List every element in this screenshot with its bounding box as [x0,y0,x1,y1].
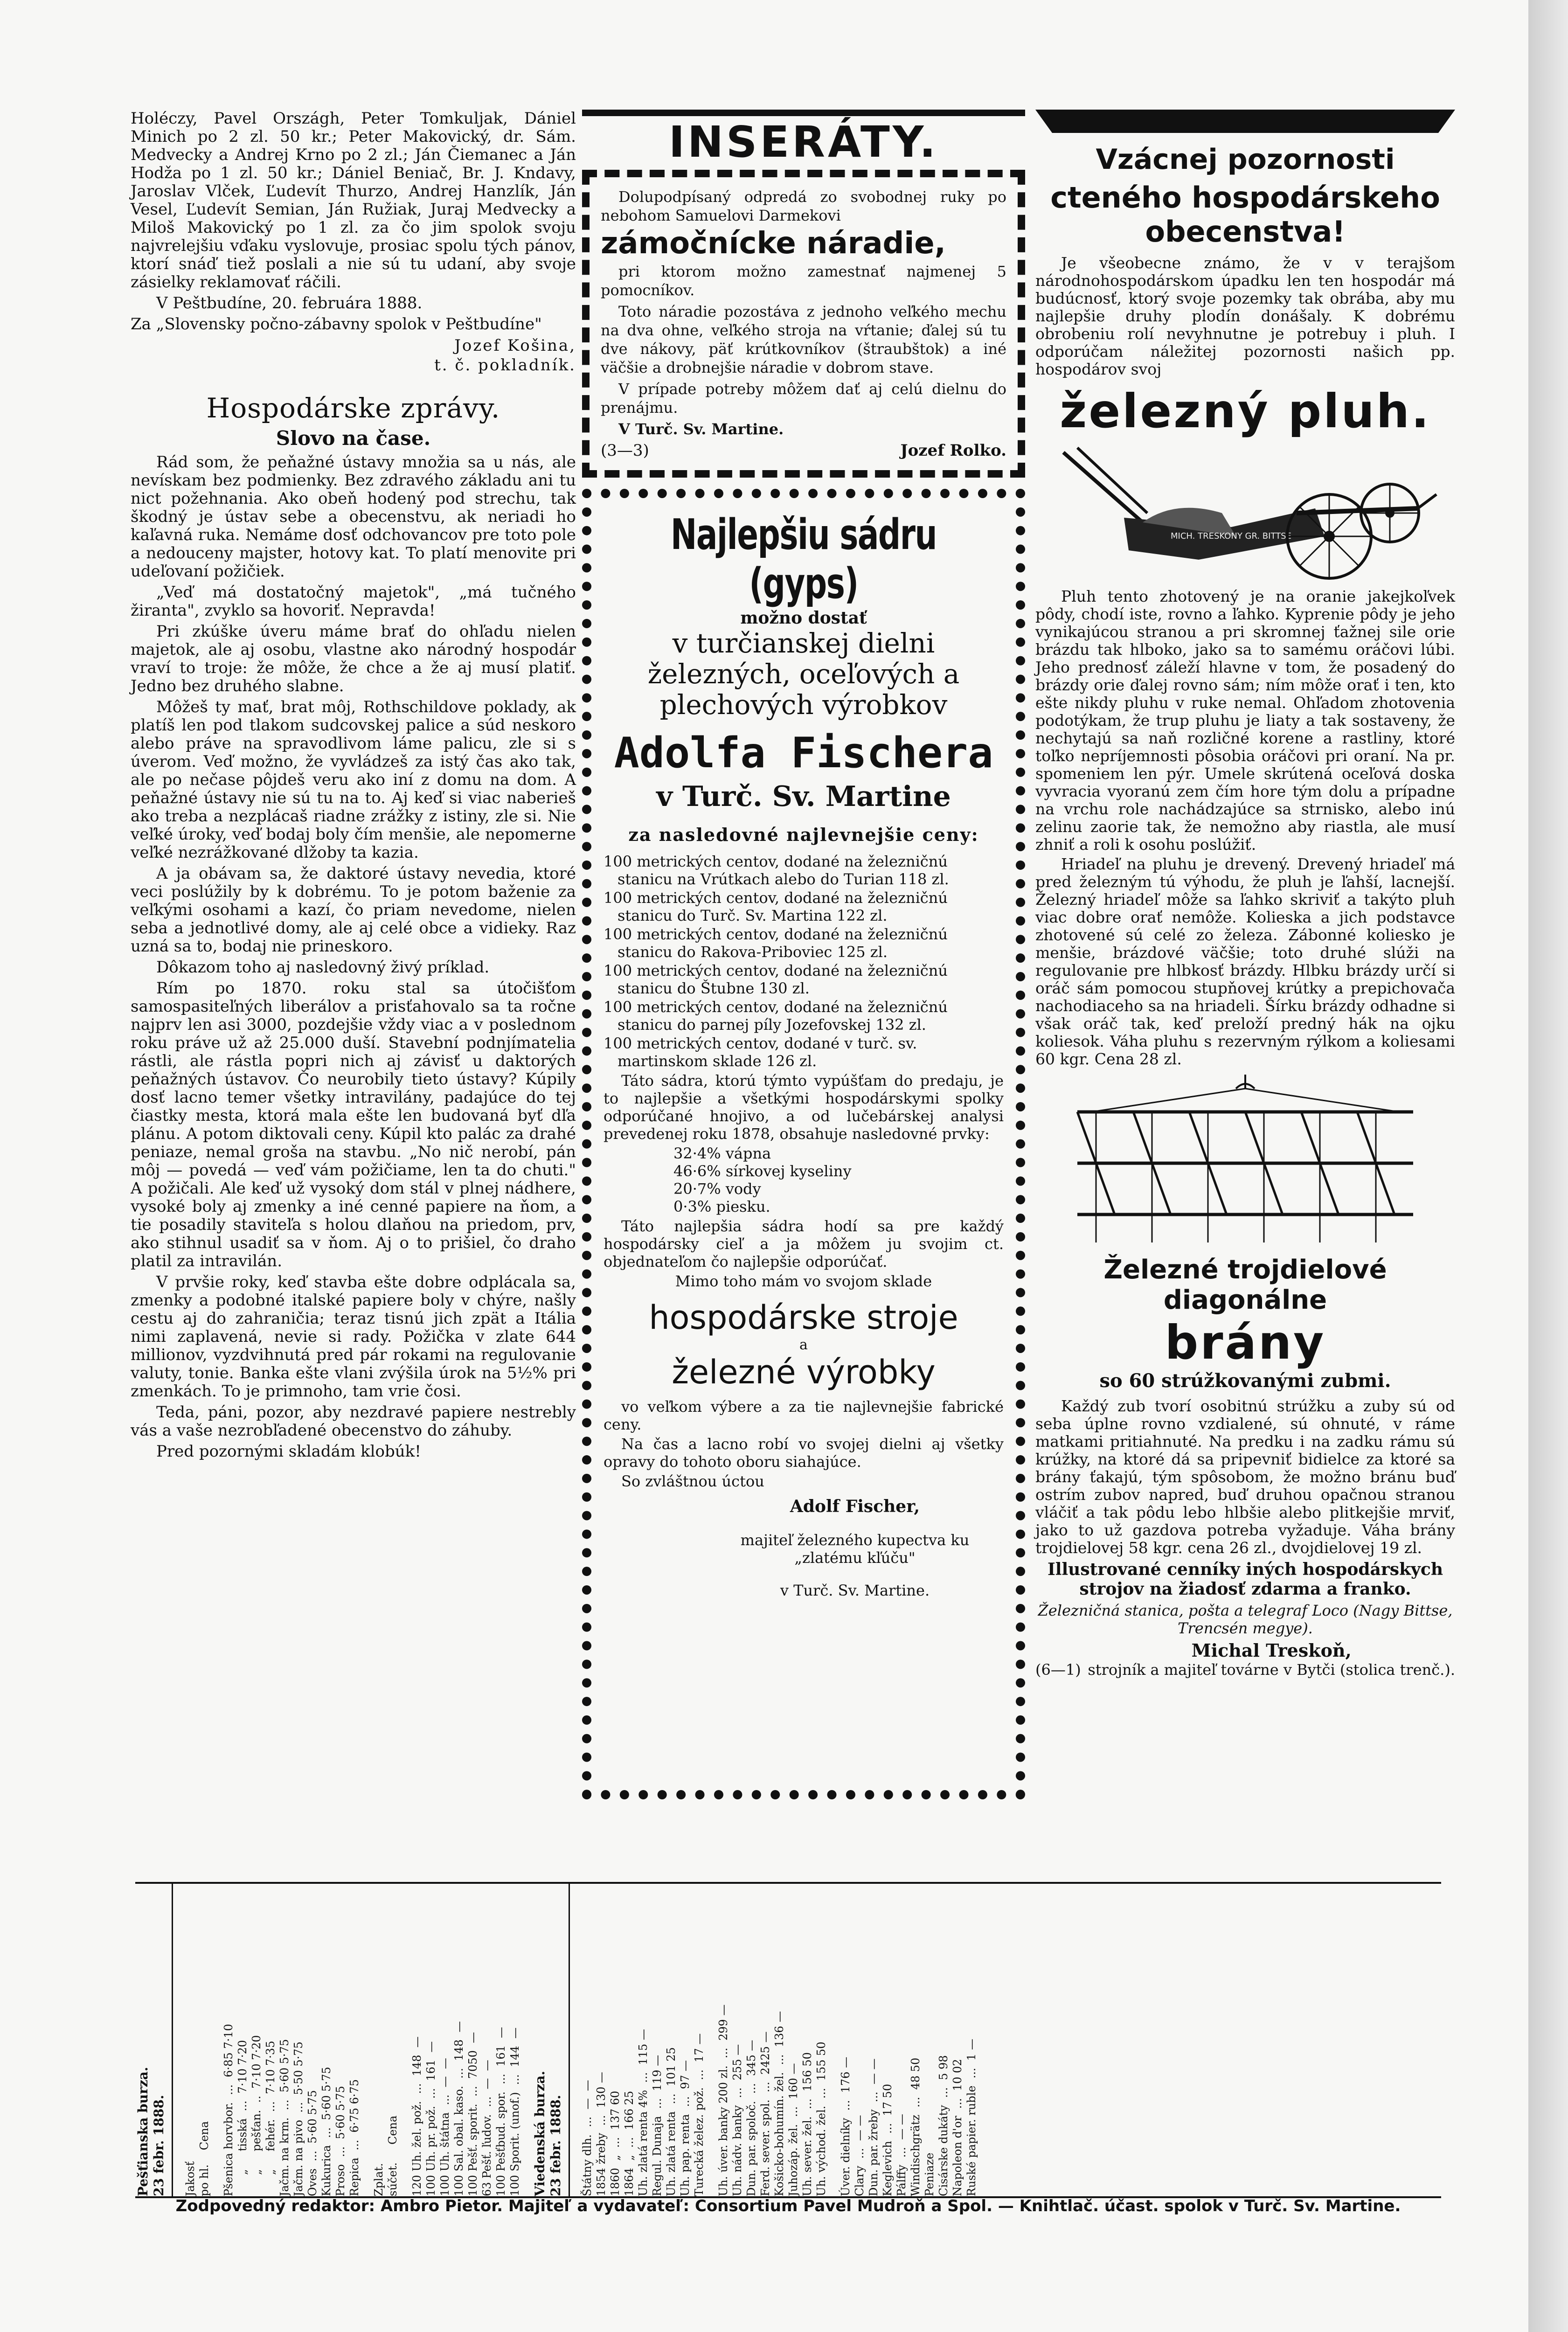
gypsum-headline: Najlepšiu sádru (gyps) [670,510,937,608]
section-title: Hospodárske zprávy. [206,392,500,424]
header-rule [1035,110,1455,133]
repairs-text: Na čas a lacno robí vo svojej dielni aj všetky opravy do tohoto oboru siahajúce. [604,1435,1004,1471]
plough-text: Pluh tento zhotovený je na oranie jakejkoľvek pôdy, chodí iste, rovno a ľahko. Kyprenie pôdy je jeho vynikajúcou stranou a pri skromnej ťažnej sile orie brázdu tak hlboko, jako sa to samému oráčovi lúbi. Jeho prednosť záleží hlavne v tom, že posadený do brázdy orie ďalej rovno sám; ním môže orať i ten, kto ešte nikdy pluhu v ruke nemal. Ohľadom zhotovenia podotýkam, že trup pluhu je liaty a tak sostaveny, že nechytajú sa naň rozličné korene a rastliny, ktoré toľko nepríjemnosti pôsobia oráčovi pri oraní. Na pr. spomeniem len pýr. Umele skrútená oceľová doska vyvracia vyoranú zem čím hore tým dolu a prípadne na vrchu role nachádzajúce sa strnisko, alebo inú zelinu zaorie tak, že nemožno aby riastla, ale musí zhniť a roli k osohu poslúžiť. [1035,587,1455,854]
share-prices: Uh. úver. banky 200 zl. ... 299 — Uh. nádv. banky ... 255 — Dun. par. spoloč. ... 345 — Ferd. sever. spol. ... 2425 — Košicko-bohumín. žel. ... 136 — Juhozáp. žel. ... 160 — Uh. sever. žel. ... 156 50 Uh. východ. žel. ... 155 50 [717,2004,828,2196]
bond-prices: Štátny dlh. ... — — 1854 žreby ... 130 — 1860 „ ... 137 60 1864 „ ... 166 25 Uh. zlatá renta 4% ... 115 — Regul. Dunaja ... 119 — Uh. zlatá renta ... 101 25 Uh. pap. renta ... 97 — Turecká želez. pož. ... 17 — [581,2029,706,2196]
ad-signature-line [601,441,1006,460]
plough-intro: Je všeobecne známo, že v v terajšom národnohospodárskom úpadku len ten hospodár má budúcnosť, ktorý svoje pozemky tak obrába, aby mu najlepšie druhy plodín donášaly. K dobrému obrobeniu rolí nevyhnutne je potrebuy i pluh. I odporúčam náležitej pozornosti našich pp. hospodárov svoj [1035,254,1455,378]
signature-name: Jozef Košina, [454,336,576,355]
ad-gypsum [582,489,1025,1799]
article-paragraph: Dôkazom toho aj nasledovný živý príklad. [156,958,490,977]
harrow-text: Každý zub tvorí osobitnú strúžku a zuby sú od seba úplne rovno vzdialené, sú ohnuté, v ráme matkami pritiahnuté. Na predku i na zadku rámu sú krúžky, na ktoré dá sa pripevniť bidielce za ktoré sa brány ťakajú, tým spôsobom, že možno bránu buď ostrím zubov napred, buď druhou opačnou stranou vláčiť a tak pôdu lebo hlbšie alebo plitkejšie mrviť, jako to už gazdova potreba vyžaduje. Váha brány trojdielovej 58 kgr. cena 26 zl., dvojdielovej 19 zl. [1035,1397,1455,1557]
treskon-title: strojník a majiteľ továrne v Bytči (stolica trenč.). [1088,1661,1455,1679]
products-headline: železné výrobky [672,1353,936,1391]
page-edge-shadow [1528,0,1568,2332]
advertisements-masthead: INSERÁTY. [668,117,939,167]
fischer-town: v Turč. Sv. Martine. [780,1582,930,1599]
ad-signature: Jozef Rolko. [900,441,1006,460]
column-left [131,110,576,1464]
machines-headline: hospodárske stroje [649,1298,958,1337]
also-text: Mimo toho mám vo svojom sklade [675,1272,932,1290]
stocks-header: Zplat. súčet. Cena [372,2115,399,2196]
harrow-illustration [1035,1070,1455,1247]
ad-text: pri ktorom možno zamestnať najmenej 5 pomocníkov. [601,263,1006,299]
harrow-title-1: Železné trojdielové diagonálne [1103,1255,1387,1315]
pest-exchange-title: Pešťianska burza. 23 febr. 1888. [135,1884,173,2196]
signature-title: t. č. pokladník. [434,356,576,375]
price-item: 100 metrických centov, dodané na železničnú stanicu do Rakova-Priboviec 125 zl. [604,925,948,961]
and-text: a [799,1337,808,1353]
treskon-signature-block [1035,1640,1455,1679]
society-line: Za „Slovensky počno-zábavny spolok v Peštbudíne" [131,315,542,333]
element-item: 32·4% vápna [673,1145,771,1162]
grain-header: Jakosť po hl. Cena [184,2121,211,2196]
prices-title: za nasledovné najlevnejšie ceny: [628,824,979,845]
donor-list: Holéczy, Pavel Országh, Peter Tomkuljak, Dániel Minich po 2 zl. 50 kr.; Peter Makovický, dr. Sám. Medvecky a Andrej Krno po 2 zl.; Ján Čiemanec a Ján Hodža po 1 zl. 50 kr.; Dániel Beniač, Br. J. Kndavy, Jaroslav Vlček, Ľudevít Thurzo, Andrej Hanzlík, Ján Vesel, Ľudevít Semian, Ján Ružiak, Juraj Medvecky a Miloš Makovický po 1 zl. za čo jim spolok svoju najvrelejšiu vďaku vyslovuje, prosiac spolu tých pánov, ktorí snáď tiež poslali a nie sú tu udaní, aby svoje zásielky reklamovať ráčili. [131,109,576,292]
ad-number: (6—1) [1035,1661,1081,1679]
fischer-title: majiteľ železného kupectva ku „zlatému kľúču" [740,1531,970,1567]
ad-place: V Turč. Sv. Martine. [618,420,784,438]
station-note: Železničná stanica, pošta a telegraf Loco (Nagy Bittse, Trencsén megye). [1038,1602,1453,1637]
market-reports [135,1882,1441,2198]
ad-heading-2: cteného hospodárskeho obecenstva! [1050,180,1440,249]
vienna-exchange-title: Viedenská burza. 23 febr. 1888. [532,1884,570,2196]
price-item: 100 metrických centov, dodané na železničnú stanicu do Turč. Sv. Martina 122 zl. [604,889,948,924]
recommend-text: Táto najlepšia sádra hodí sa pre každý hospodársky cieľ a ja môžem ju svojim ct. objednateľom čo najlepšie odporúčať. [604,1217,1004,1270]
plough-label: MICH. TRESKONY GR. BITTSE [1171,531,1291,541]
article-paragraph: V prvšie roky, keď stavba ešte dobre odplácala sa, zmenky a podobné italské papiere boly v chýre, našly cestu aj do zahraničia; teraz tisnú jich zpät a Itália nimi zaplavená, nevie si rady. Požička v zlate 644 millionov, vyzdvihnutá pred pár rokami na regulovanie valuty, tonie. Banka ešte vlani zvýšila úrok na 5½% pri zmenkách. To je primnoho, tam vrie čosi. [131,1273,576,1401]
firm-town: v Turč. Sv. Martine [656,780,951,813]
gypsum-where: v turčianskej dielni železných, oceľových a plechových výrobkov [647,627,960,721]
price-item: 100 metrických centov, dodané na železničnú stanicu do Štubne 130 zl. [604,962,948,997]
article-title: Slovo na čase. [276,427,431,450]
firm-name: Adolfa Fischera [614,729,993,777]
treskon-name: Michal Treskoň, [1191,1640,1352,1661]
price-item: 100 metrických centov, dodané na železničnú stanicu na Vrútkach alebo do Turian 118 zl. [604,853,949,888]
fischer-signature: Adolf Fischer, [790,1497,920,1516]
plough-illustration [1035,443,1455,588]
dateline: V Peštbudíne, 20. februára 1888. [156,294,423,312]
article-paragraph: Pred pozornými skladám klobúk! [156,1442,421,1461]
article-paragraph: A ja obávam sa, že daktoré ústavy nevedia, ktoré veci poslúžily by k dobrému. To je potom baženie za veľkými osohami a kazí, čo priam nevedome, nielen seba a jednotlivé domy, ale aj celé obce a vidieky. Raz uzná sa to, bodaj nie prineskoro. [131,864,576,956]
price-item: 100 metrických centov, dodané v turč. sv. martinskom sklade 126 zl. [604,1034,917,1070]
ad-text: Toto náradie pozostáva z jednoho veľkého mechu na dva ohne, veľkého stroja na vŕtanie; ďalej sú tu dve nákovy, päť krútkovníkov (štraubštok) a iné väčšie a drobnejšie náradie v dobrom stave. [601,303,1006,376]
article-paragraph: Rád som, že peňažné ústavy množia sa u nás, ale nevískam bez podmienky. Bez zdravého základu ani tu nict požehnania. Ako obeň hodený pod strechu, tak škodný je ústav sebe a obecenstvu, ak neriadi ho kaľavná ruka. Nemáme dosť odchovancov pre toto pole a nedouceny majster, hotovy kat. To platí menovite pri udeľovaní požičiek. [131,453,576,581]
stocks-prices: 120 Uh. žel. pož. ... 148 — 100 Uh. pr. pož. ... 161 — 100 Uh. štátna ... — — 100 Sal. obal. kaso. ... 148 — 100 Pešť. sporit. ... 7050 — 63 Pešť. ľudov. ... — — 100 Pešťbud. spor. ... 161 — 100 Sporit. (unof.) ... 144 — [410,2021,521,2196]
plough-text: Hriadeľ na pluhu je drevený. Drevený hriadeľ má pred železným tú výhodu, že pluh je ľahší, lacnejší. Železný hriadeľ môže sa ľahko skriviť a takýto pluh viac dobre orať nemôže. Kolieska a jich podstavce zhotovené sú celé zo železa. Zábonné koliesko je menšie, brázdové väčšie; toto druhé slúži na regulovanie pre hlbkosť brázdy. Hlbku brázdy určí si oráč sám pomocou stupňovej krútky a prepichovača nachodiaceho sa na hriadeli. Šírku brázdy odhadne si však oráč tak, keď preloží predný hák na ojku koliesok. Váha pluhu s rezervným rýlkom a koliesami 60 kgr. Cena 28 zl. [1035,855,1455,1068]
plough-title: železný pluh. [1060,384,1431,438]
ad-number: (3—3) [601,441,649,460]
ad-text: V prípade potreby môžem dať aj celú dielnu do prenájmu. [601,380,1006,416]
masthead-rule [582,110,1025,116]
article-paragraph: Môžeš ty mať, brat môj, Rothschildove poklady, ak platíš len pod tlakom sudcovskej palice a súd neskoro alebo práve na spravodlivom láme palicu, zle si s úverom. Veď možno, že vyvládzeš za istý čas ako tak, ale po nečase pôjdeš veru ako iní z domu na dom. A peňažné ústavy nie sú tu na to. Aj keď si viac naberieš ako treba a nezplácaš riadne zrážky z istiny, zle si. Nie veľké úroky, veď bodaj boly čím menšie, ale nepomerne veľké nezrážkované dlžoby ta kazia. [131,698,576,862]
analysis-text: Táto sádra, ktorú týmto vypúšťam do predaju, je to najlepšie a všetkými hospodárskymi spolky odporúčané hnojivo, a od lučebárskej analysi prevedenej roku 1878, obsahuje nasledovné prvky: [604,1072,1004,1143]
gypsum-sub: možno dostať [740,608,867,628]
ad-headline: zámočnícke náradie, [601,226,946,261]
imprint-footer: Zodpovedný redaktor: Ambro Pietor. Majiteľ a vydavateľ: Consortium Pavel Mudroň a Spol. — Knihtlač. účast. spolok v Turč. Sv. Martine. [175,2197,1401,2215]
element-item: 20·7% vody [673,1180,761,1198]
ad-intro: Dolupodpísaný odpredá zo svobodnej ruky po nebohom Samuelovi Darmekovi [601,188,1006,224]
catalog-note: Illustrované cenníky iných hospodárskych strojov na žiadosť zdarma a franko. [1047,1560,1443,1599]
sale-text: vo veľkom výbere a za tie najlevnejšie fabrické ceny. [604,1398,1004,1433]
article-paragraph: „Veď má dostatočný majetok", „má tučného žiranta", zvyklo sa hovoriť. Nepravda! [131,583,576,620]
article-paragraph: Teda, páni, pozor, aby nezdravé papiere nestrebly vás a vaše nezrobľadené obecenstvo do záhuby. [131,1403,576,1440]
harrow-title-3: so 60 strúžkovanými zubmi. [1099,1370,1391,1392]
harrow-title-2: brány [1165,1315,1326,1370]
element-item: 46·6% sírkovej kyseliny [673,1162,852,1180]
price-item: 100 metrických centov, dodané na železničnú stanicu do parnej píly Jozefovskej 132 zl. [604,998,948,1034]
regards-text: So zvláštnou úctou [621,1472,764,1490]
article-paragraph: Rím po 1870. roku stal sa útočišťom samospasiteľných liberálov a prisťahovalo sa ta ročne najprv len asi 3000, pozdejšie vždy viac a v poslednom roku práve už až 25.000 duší. Stavební podnjímatelia rástli, ale rástla popri nich aj závisť u daktorých peňažných ústavov. Čo neurobily tieto ústavy? Kúpily dosť lacno temer všetky intravilány, padajúce do tej čiastky mesta, ktorá mala ešte len budovaná byť dľa plánu. A potom diktovali ceny. Kúpil kto palác za drahé peniaze, nemal groša na stavbu. „No nič nerobí, pán môj — povedá — veď vám požičiame, len ta do chuti." A požičali. Ale keď už vysoký dom stál v plnej nádhere, vysoké boly aj zmenky a iné cenné papiere na ňom, a tie posadily staviteľa s holou dlaňou na priedom, prv, ako stihnul usadiť sa v ňom. Aj o to prišiel, čo draho platil za intravilán. [131,979,576,1270]
ad-locksmith-tools [582,170,1025,478]
grain-prices: Pšenica horvbor. ... 6·85 7·10 „ tisská ... 7·10 7·20 „ pešťan. .. 7·10 7·20 „ fehér. ... 7·10 7·35 Jačm. na krm. ... 5·60 5·75 Jačm. na pivo ... 5·50 5·75 Oves ... 5·60 5·75 Kukurica ... 5·60 5·75 Proso ... 5·60 5·75 Repica ... 6·75 6·75 [222,2024,361,2196]
ad-heading-1: Vzácnej pozornosti [1096,143,1395,176]
column-advertisements [582,110,1025,1799]
exchange-prices: Úver. dielníky ... 176 — Clary ... — — Dun. par. žreby ... — — Keglevich ... 17 50 Pálffy ... — — Windischgrätz ... 48 50 Peniaze Cisárske dukáty ... 5 98 Napoleon d'or ... 10 02 Ruské papier. ruble ... 1 — [839,2039,978,2196]
article-paragraph: Pri zkúške úveru máme brať do ohľadu nielen majetok, ale aj osobu, vlastne ako národný hospodár vraví to troje: že môže, že chce a že aj musí platiť. Jedno bez druhého slabne. [131,622,576,695]
column-right [1035,110,1455,1679]
element-item: 0·3% piesku. [673,1198,770,1215]
